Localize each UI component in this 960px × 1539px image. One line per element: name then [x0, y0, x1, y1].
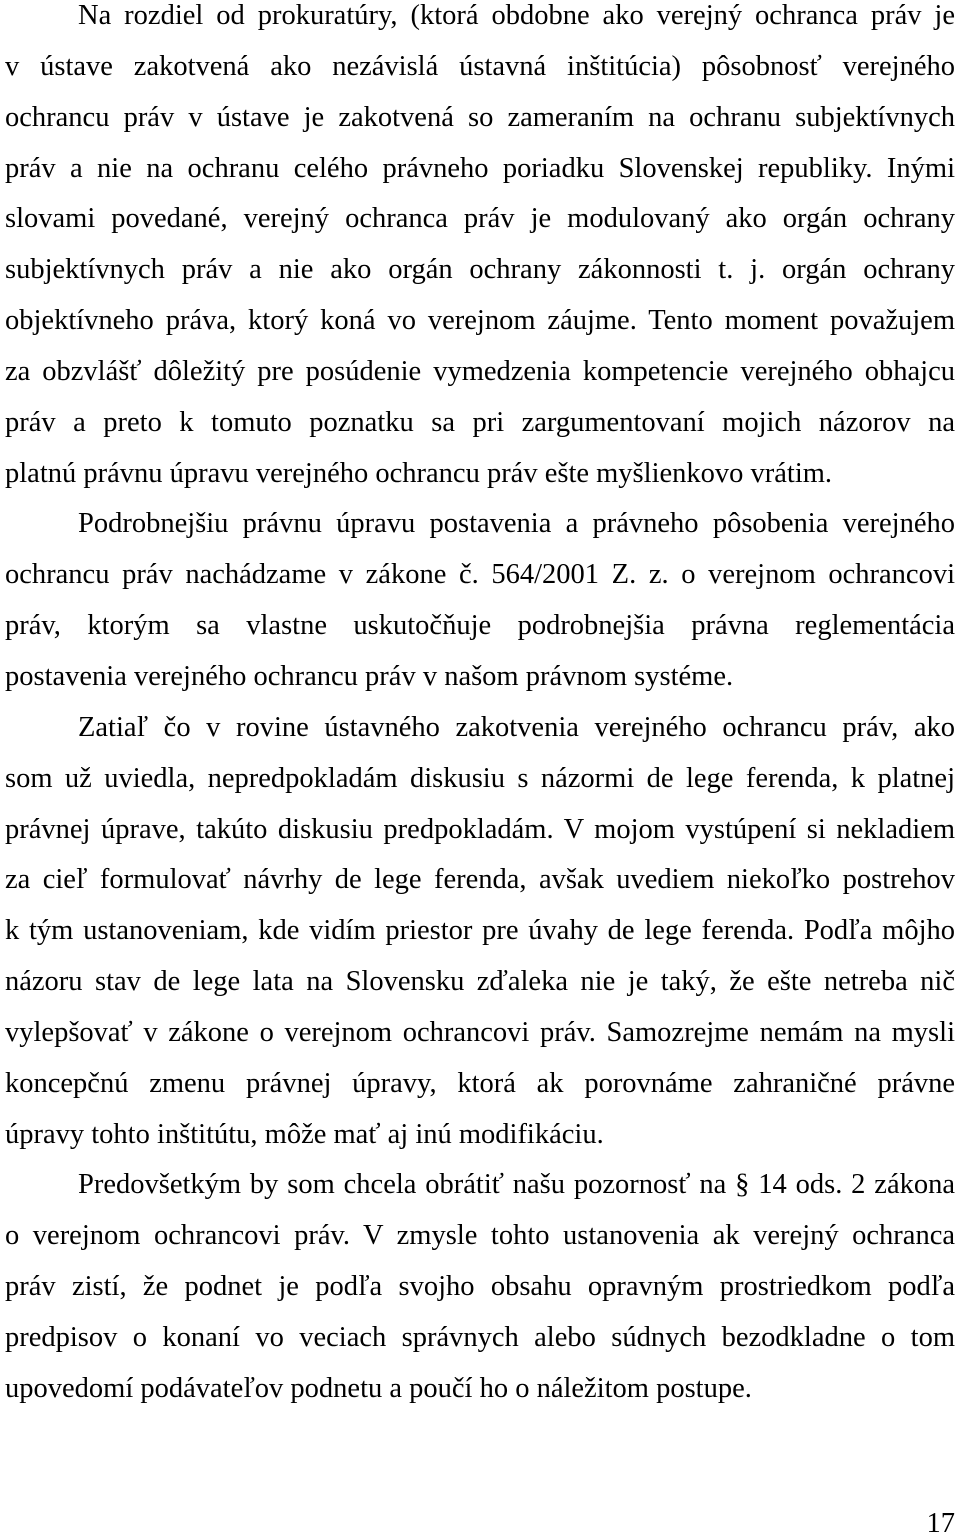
text-line: názoru stav de lege lata na Slovensku zďaleka nie je taký, že ešte netreba nič	[5, 966, 955, 998]
text-line: slovami povedané, verejný ochranca práv je modulovaný ako orgán ochrany	[5, 203, 955, 235]
text-line: Podrobnejšiu právnu úpravu postavenia a právneho pôsobenia verejného	[78, 508, 955, 540]
text-line: za cieľ formulovať návrhy de lege ferenda, avšak uvediem niekoľko postrehov	[5, 864, 955, 896]
text-line: upovedomí podávateľov podnetu a poučí ho o náležitom postupe.	[5, 1372, 752, 1404]
text-line: ochrancu práv nachádzame v zákone č. 564/2001 Z. z. o verejnom ochrancovi	[5, 559, 955, 591]
text-line: ochrancu práv v ústave je zakotvená so zameraním na ochranu subjektívnych	[5, 101, 955, 133]
text-line: som už uviedla, nepredpokladám diskusiu s názormi de lege ferenda, k platnej	[5, 762, 955, 794]
text-line: platnú právnu úpravu verejného ochrancu práv ešte myšlienkovo vrátim.	[5, 457, 833, 489]
text-line: objektívneho práva, ktorý koná vo verejnom záujme. Tento moment považujem	[5, 305, 955, 337]
text-line: vylepšovať v zákone o verejnom ochrancovi práv. Samozrejme nemám na mysli	[5, 1016, 955, 1048]
text-line: subjektívnych práv a nie ako orgán ochrany zákonnosti t. j. orgán ochrany	[5, 254, 955, 286]
text-line: o verejnom ochrancovi práv. V zmysle tohto ustanovenia ak verejný ochranca	[5, 1220, 955, 1252]
text-line: predpisov o konaní vo veciach správnych alebo súdnych bezodkladne o tom	[5, 1321, 955, 1353]
text-line: práv zistí, že podnet je podľa svojho obsahu opravným prostriedkom podľa	[5, 1271, 955, 1303]
text-line: úpravy tohto inštitútu, môže mať aj inú modifikáciu.	[5, 1118, 604, 1150]
text-line: v ústave zakotvená ako nezávislá ústavná inštitúcia) pôsobnosť verejného	[5, 50, 955, 82]
text-line: právnej úprave, takúto diskusiu predpokladám. V mojom vystúpení si nekladiem	[5, 813, 955, 845]
paragraph-2	[5, 508, 955, 711]
text-line: práv, ktorým sa vlastne uskutočňuje podrobnejšia právna reglementácia	[5, 610, 955, 642]
page-number: 17	[926, 1508, 955, 1539]
paragraph-3	[5, 712, 955, 1170]
text-line: k tým ustanoveniam, kde vidím priestor pre úvahy de lege ferenda. Podľa môjho	[5, 915, 955, 947]
text-line: koncepčnú zmenu právnej úpravy, ktorá ak porovnáme zahraničné právne	[5, 1067, 955, 1099]
paragraph-1	[5, 0, 955, 508]
text-line: postavenia verejného ochrancu práv v našom právnom systéme.	[5, 660, 734, 692]
text-line: Na rozdiel od prokuratúry, (ktorá obdobne ako verejný ochranca práv je	[78, 0, 955, 31]
text-line: Predovšetkým by som chcela obrátiť našu pozornosť na § 14 ods. 2 zákona	[78, 1169, 955, 1201]
paragraph-4	[5, 1169, 955, 1423]
text-line: za obzvlášť dôležitý pre posúdenie vymedzenia kompetencie verejného obhajcu	[5, 355, 955, 387]
text-line: Zatiaľ čo v rovine ústavného zakotvenia verejného ochrancu práv, ako	[78, 711, 955, 743]
text-line: práv a nie na ochranu celého právneho poriadku Slovenskej republiky. Inými	[5, 152, 955, 184]
text-line: práv a preto k tomuto poznatku sa pri zargumentovaní mojich názorov na	[5, 406, 955, 438]
body-text	[5, 0, 955, 1424]
